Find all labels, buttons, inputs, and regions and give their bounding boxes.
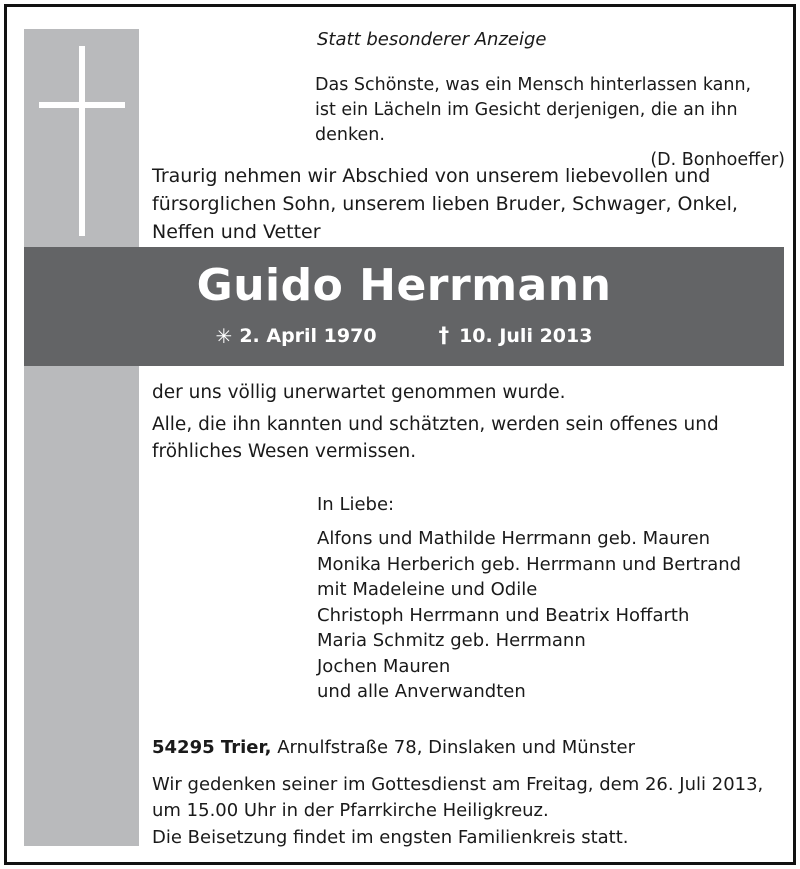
list-item: Monika Herberich geb. Herrmann und Bertrand <box>317 553 742 575</box>
service-line-2: um 15.00 Uhr in der Pfarrkirche Heiligkreuz. <box>152 800 549 821</box>
after-paragraph-2-line-1: Alle, die ihn kannten und schätzten, werden sein offenes und <box>152 414 719 435</box>
death-date-block <box>439 323 593 347</box>
sidebar-gray-panel <box>24 29 139 846</box>
christian-cross-icon <box>79 46 85 236</box>
list-item: Jochen Mauren <box>317 655 451 677</box>
motto-line: Statt besonderer Anzeige <box>317 29 547 50</box>
cross-death-icon: † <box>438 323 450 347</box>
list-item: und alle Anverwandten <box>317 681 526 702</box>
after-banner-paragraph-2 <box>152 411 786 465</box>
list-item: mit Madeleine und Odile <box>317 579 538 600</box>
intro-line-1: Traurig nehmen wir Abschied von unserem liebevollen und <box>152 165 711 187</box>
introduction-paragraph <box>152 162 786 246</box>
list-item: Christoph Herrmann und Beatrix Hoffarth <box>317 604 690 626</box>
quote-line-2: ist ein Lächeln im Gesicht derjenigen, die an ihn denken. <box>315 100 738 145</box>
family-members-list <box>317 526 741 705</box>
intro-line-2: fürsorglichen Sohn, unserem lieben Bruder, Schwager, Onkel, <box>152 193 738 215</box>
in-love-label: In Liebe: <box>317 494 395 515</box>
asterisk-birth-icon: ✳ <box>215 324 233 348</box>
life-dates-row <box>24 323 784 347</box>
memorial-service-info <box>152 772 786 824</box>
memorial-quote <box>315 73 785 173</box>
birth-date: 2. April 1970 <box>239 325 377 347</box>
birth-date-block <box>216 323 377 347</box>
notice-frame-border <box>4 4 796 865</box>
after-paragraph-2-line-2: fröhliches Wesen vermissen. <box>152 441 417 462</box>
service-line-1: Wir gedenken seiner im Gottesdienst am Freitag, dem 26. Juli 2013, <box>152 774 764 795</box>
deceased-name: Guido Herrmann <box>196 260 612 311</box>
deceased-name-banner <box>24 247 784 366</box>
address-line <box>152 737 635 758</box>
list-item: Alfons und Mathilde Herrmann geb. Mauren <box>317 528 711 549</box>
list-item: Maria Schmitz geb. Herrmann <box>317 630 586 651</box>
after-banner-paragraph-1: der uns völlig unerwartet genommen wurde. <box>152 382 566 403</box>
intro-line-3: Neffen und Vetter <box>152 221 321 243</box>
death-date: 10. Juli 2013 <box>459 325 593 347</box>
quote-line-1: Das Schönste, was ein Mensch hinterlassen kann, <box>315 75 752 95</box>
quote-attribution: (D. Bonhoeffer) <box>650 150 785 170</box>
christian-cross-icon-crossbar <box>39 102 125 108</box>
burial-info: Die Beisetzung findet im engsten Familienkreis statt. <box>152 827 629 848</box>
address-street-and-cities: Arnulfstraße 78, Dinslaken und Münster <box>271 737 636 758</box>
address-postal-city: 54295 Trier, <box>152 737 272 758</box>
